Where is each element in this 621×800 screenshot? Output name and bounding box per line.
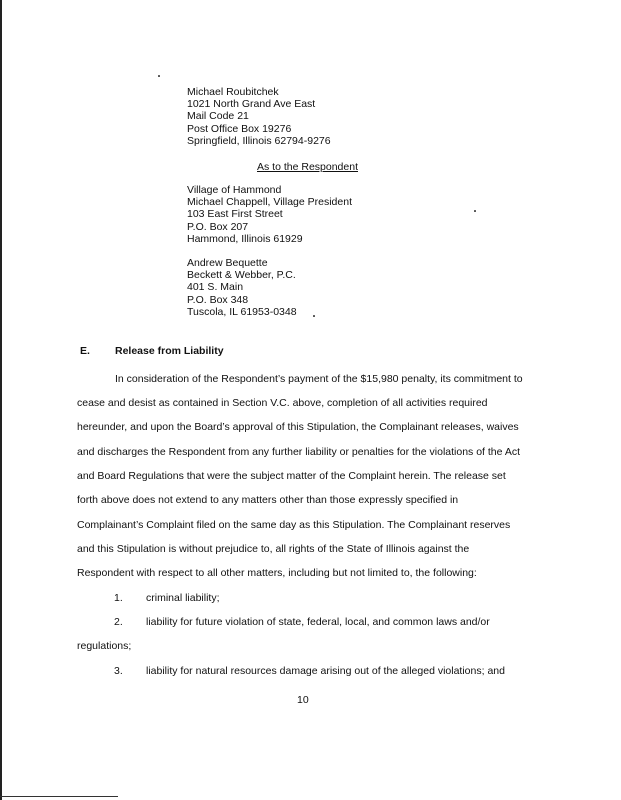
address-line: Beckett & Webber, P.C.: [187, 269, 296, 282]
respondent-caption: As to the Respondent: [257, 161, 358, 173]
address-block-village: [187, 184, 352, 245]
scan-edge: [0, 0, 2, 800]
address-line: Michael Chappell, Village President: [187, 196, 352, 209]
address-line: 103 East First Street: [187, 208, 283, 221]
address-line: Hammond, Illinois 61929: [187, 232, 303, 245]
list-item-text: liability for future violation of state, federal, local, and common laws and/or: [146, 616, 490, 628]
body-line: and this Stipulation is without prejudice to, all rights of the State of Illinois against the: [77, 543, 470, 555]
body-line: and Board Regulations that were the subject matter of the Complaint herein. The release set: [77, 470, 506, 482]
scan-speck: [158, 75, 160, 77]
body-line: forth above does not extend to any matters other than those expressly specified in: [77, 494, 459, 506]
body-line: cease and desist as contained in Section V.C. above, completion of all activities required: [77, 397, 488, 409]
body-line: and discharges the Respondent from any further liability or penalties for the violations of the Act: [77, 446, 520, 458]
address-line: 1021 North Grand Ave East: [187, 98, 316, 111]
address-line: Mail Code 21: [187, 110, 249, 123]
scan-speck: [313, 315, 315, 317]
scan-edge-bottom: [0, 796, 118, 797]
list-item-number: 2.: [114, 616, 123, 628]
list-item-text: criminal liability;: [146, 592, 220, 604]
body-line: Complainant’s Complaint filed on the same day as this Stipulation. The Complainant reserves: [77, 519, 511, 531]
address-line: P.O. Box 207: [187, 220, 249, 233]
address-block-counsel: [187, 257, 297, 318]
address-line: Andrew Bequette: [187, 257, 268, 269]
address-line: Village of Hammond: [187, 184, 282, 196]
list-item-number: 1.: [114, 592, 123, 604]
body-line: hereunder, and upon the Board’s approval of this Stipulation, the Complainant releases, waives: [77, 421, 519, 433]
list-item-text: liability for natural resources damage arising out of the alleged violations; and: [146, 665, 505, 677]
section-title: Release from Liability: [115, 345, 224, 357]
address-block-complainant: [187, 86, 331, 147]
address-line: 401 S. Main: [187, 281, 244, 294]
list-item-number: 3.: [114, 665, 123, 677]
address-line: Post Office Box 19276: [187, 122, 292, 135]
address-line: Tuscola, IL 61953-0348: [187, 305, 297, 318]
body-line: Respondent with respect to all other matters, including but not limited to, the following:: [77, 567, 477, 579]
page-number: 10: [297, 694, 309, 706]
address-line: Michael Roubitchek: [187, 86, 279, 98]
address-line: P.O. Box 348: [187, 293, 249, 306]
list-item-continuation: regulations;: [77, 640, 132, 652]
scan-speck: [474, 210, 476, 212]
section-letter: E.: [80, 345, 90, 357]
address-line: Springfield, Illinois 62794-9276: [187, 134, 331, 147]
body-line: In consideration of the Respondent’s payment of the $15,980 penalty, its commitment to: [115, 373, 523, 385]
